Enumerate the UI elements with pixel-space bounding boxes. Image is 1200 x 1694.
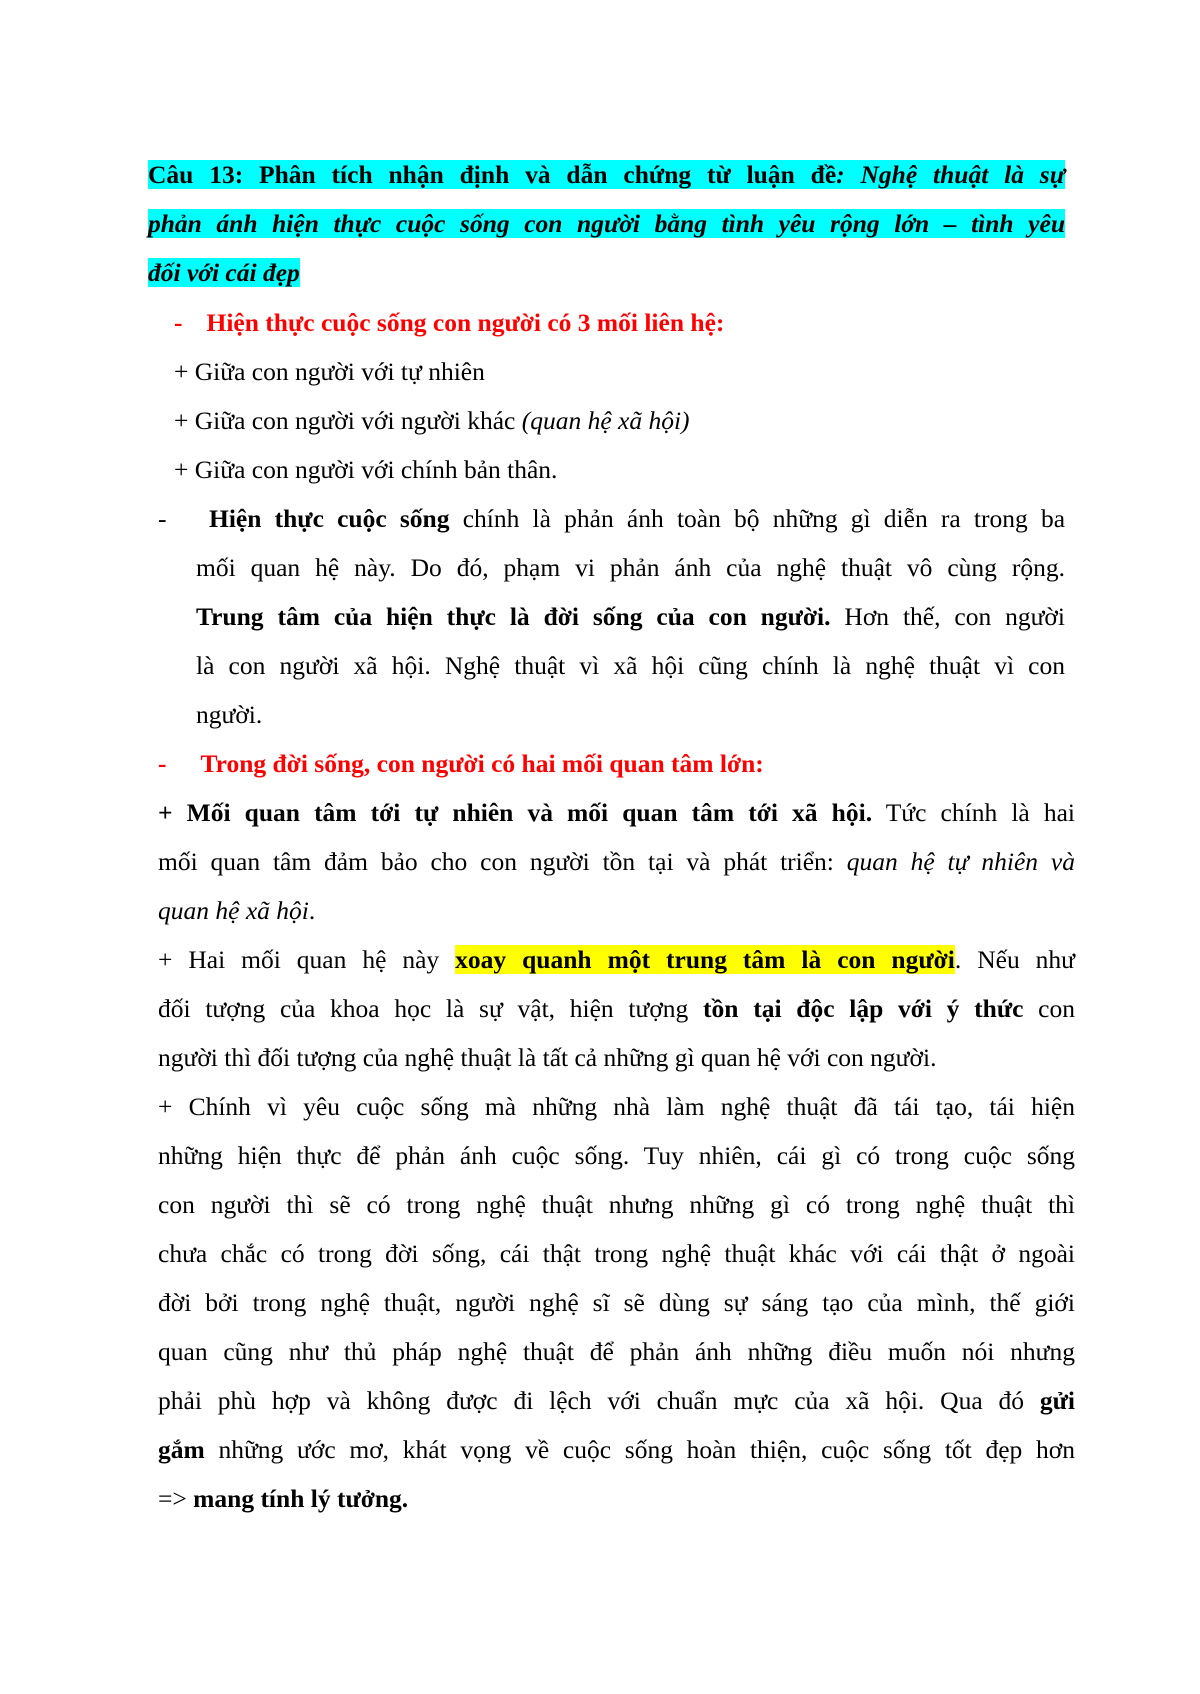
section3-heading [158,747,764,781]
section1-heading [174,306,724,340]
section2-bold-lead: Hiện thực cuộc sống [209,504,450,533]
section3-p3-line-4: chưa chắc có trong đời sống, cái thật trong nghệ thuật khác với cái thật ở ngoài [158,1239,1075,1268]
yellow-highlight: xoay quanh một trung tâm là con người [455,945,955,974]
section2-text: chính là phản ánh toàn bộ những gì diễn ra trong ba [449,504,1066,533]
section3-p3-line-6: quan cũng như thủ pháp nghệ thuật để phản ánh những điều muốn nói nhưng [158,1337,1075,1366]
section3-p2-line-3: người thì đối tượng của nghệ thuật là tất cả những gì quan hệ với con người. [158,1043,937,1072]
section1-dash: - [174,308,183,337]
title-prefix: Câu 13: Phân tích nhận định và dẫn chứng từ luận đề [148,160,837,189]
section1-item-text: + Giữa con người với người khác [174,406,522,435]
title-colon: : [836,160,845,189]
section1-item-3 [174,453,557,487]
section1-item-1 [174,355,485,389]
title-quote-part3: đối với cái đẹp [148,258,300,287]
section3-p1-line-2: mối quan tâm đảm bảo cho con người tồn tại và phát triển: quan hệ tự nhiên và [158,847,1075,876]
section2-line-2: mối quan hệ này. Do đó, phạm vi phản ánh của nghệ thuật vô cùng rộng. [196,553,1065,582]
section3-heading-text: Trong đời sống, con người có hai mối quan tâm lớn: [200,749,764,778]
section1-item-2 [174,404,690,438]
section3-p3-line-3: con người thì sẽ có trong nghệ thuật nhưng những gì có trong nghệ thuật thì [158,1190,1075,1219]
section3-dash: - [158,749,167,778]
section3-p2-line-1: + Hai mối quan hệ này xoay quanh một trung tâm là con người. Nếu như [158,945,1075,974]
title-line-1 [148,158,1065,192]
title-line-3 [148,256,300,290]
section3-p3-line-5: đời bởi trong nghệ thuật, người nghệ sĩ sẽ dùng sự sáng tạo của mình, thế giới [158,1288,1075,1317]
title-quote-part1: Nghệ thuật là sự [860,160,1066,189]
section3-p3-line-2: những hiện thực để phản ánh cuộc sống. Tuy nhiên, cái gì có trong cuộc sống [158,1141,1075,1170]
section3-p3-line-9: => mang tính lý tưởng. [158,1484,409,1513]
section2-line-5: người. [196,700,263,729]
section2-line-3: Trung tâm của hiện thực là đời sống của con người. Hơn thế, con người [196,602,1065,631]
section1-item-note: (quan hệ xã hội) [521,406,690,435]
section3-p3-line-1: + Chính vì yêu cuộc sống mà những nhà làm nghệ thuật đã tái tạo, tái hiện [158,1092,1075,1121]
section1-item-text: + Giữa con người với tự nhiên [174,357,485,386]
section2-dash: - [158,504,167,533]
title-quote-part2: phản ánh hiện thực cuộc sống con người bằng tình yêu rộng lớn – tình yêu [148,209,1065,238]
section1-item-text: + Giữa con người với chính bản thân. [174,455,558,484]
section1-heading-text: Hiện thực cuộc sống con người có 3 mối liên hệ: [206,308,725,337]
section2-line-1 [209,502,1065,536]
section2-line-4: là con người xã hội. Nghệ thuật vì xã hội cũng chính là nghệ thuật vì con [196,651,1065,680]
section3-p3-line-7: phải phù hợp và không được đi lệch với chuẩn mực của xã hội. Qua đó gửi [158,1386,1075,1415]
section3-p1-line-1: + Mối quan tâm tới tự nhiên và mối quan tâm tới xã hội. Tức chính là hai [158,798,1075,827]
title-line-2 [148,207,1065,241]
section2-center-statement: Trung tâm của hiện thực là đời sống của con người. [196,602,831,631]
section3-p2-line-2: đối tượng của khoa học là sự vật, hiện tượng tồn tại độc lập với ý thức con [158,994,1076,1023]
section3-p3-line-8: gắm những ước mơ, khát vọng về cuộc sống hoàn thiện, cuộc sống tốt đẹp hơn [158,1435,1075,1464]
section3-p1-line-3: quan hệ xã hội. [158,896,316,925]
